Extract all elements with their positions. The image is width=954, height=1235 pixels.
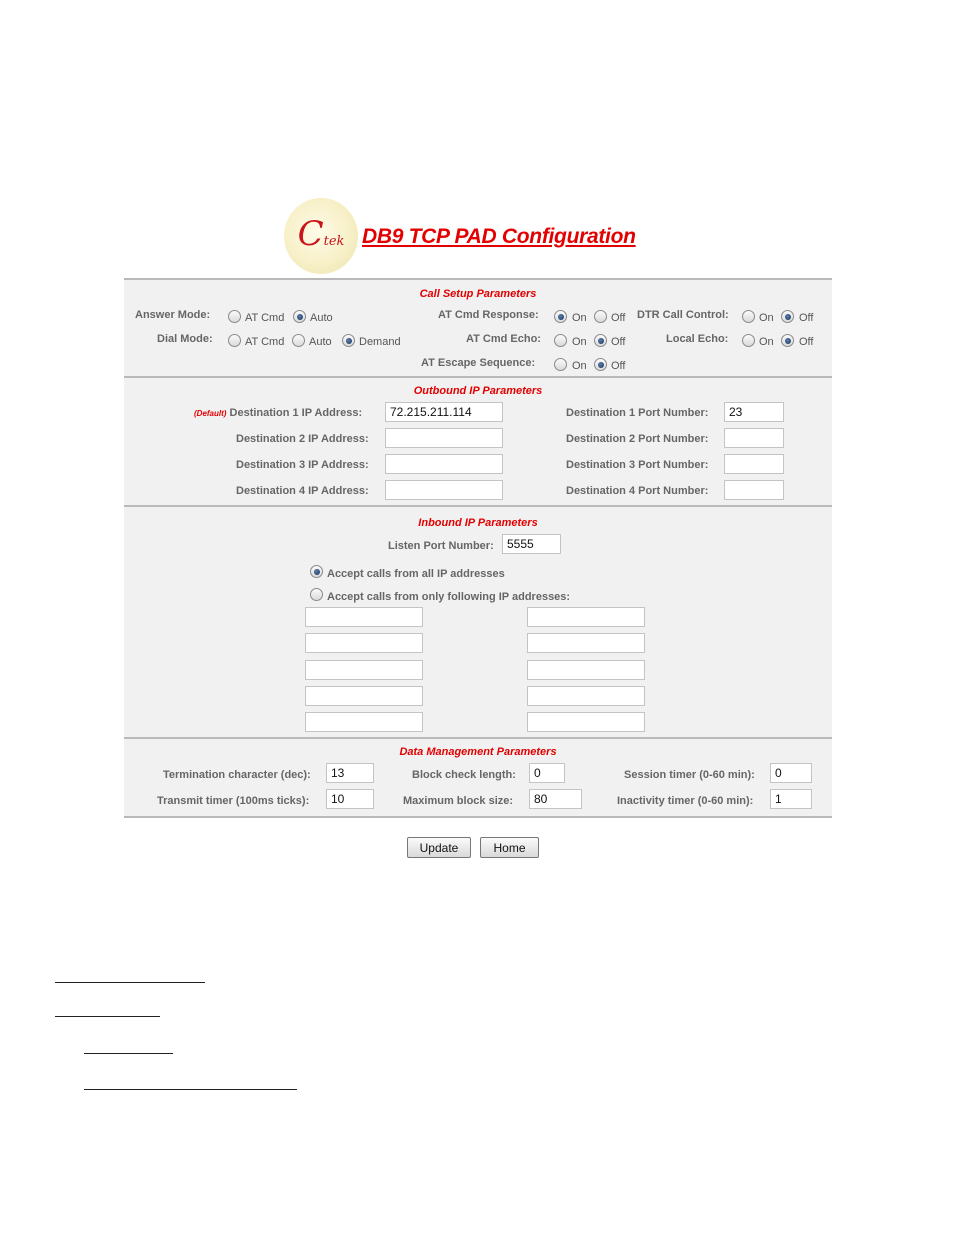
page-title: DB9 TCP PAD Configuration bbox=[362, 225, 636, 248]
at-cmd-echo-off-radio[interactable] bbox=[594, 334, 607, 347]
default-tag: (Default) bbox=[194, 409, 227, 418]
allowed-ip-input-8[interactable] bbox=[527, 686, 645, 706]
answer-mode-auto-label: Auto bbox=[310, 312, 333, 324]
session-timer-label: Session timer (0-60 min): bbox=[624, 769, 755, 781]
at-cmd-response-on-radio[interactable] bbox=[554, 310, 567, 323]
dial-mode-demand-radio[interactable] bbox=[342, 334, 355, 347]
inactivity-timer-label: Inactivity timer (0-60 min): bbox=[617, 795, 754, 807]
at-cmd-response-on-label: On bbox=[572, 312, 587, 324]
dial-mode-demand-label: Demand bbox=[359, 336, 401, 348]
session-timer-input[interactable] bbox=[770, 763, 812, 783]
allowed-ip-input-5[interactable] bbox=[305, 660, 423, 680]
answer-mode-label: Answer Mode: bbox=[135, 309, 211, 321]
update-button[interactable]: Update bbox=[407, 837, 471, 858]
at-cmd-echo-on-label: On bbox=[572, 336, 587, 348]
dest2-port-input[interactable] bbox=[724, 428, 784, 448]
dial-mode-label: Dial Mode: bbox=[157, 333, 213, 345]
at-escape-off-label: Off bbox=[611, 360, 626, 372]
home-button[interactable]: Home bbox=[480, 837, 539, 858]
accept-following-radio[interactable] bbox=[310, 588, 323, 601]
dtr-off-label: Off bbox=[799, 312, 814, 324]
termination-char-label: Termination character (dec): bbox=[163, 769, 311, 781]
outbound-panel bbox=[124, 376, 832, 507]
dial-mode-auto-radio[interactable] bbox=[292, 334, 305, 347]
at-cmd-echo-off-label: Off bbox=[611, 336, 626, 348]
dest4-port-label: Destination 4 Port Number: bbox=[566, 485, 709, 497]
dest2-ip-input[interactable] bbox=[385, 428, 503, 448]
at-escape-sequence-label: AT Escape Sequence: bbox=[421, 357, 536, 369]
accept-all-label: Accept calls from all IP addresses bbox=[327, 568, 505, 580]
dest3-port-input[interactable] bbox=[724, 454, 784, 474]
allowed-ip-input-9[interactable] bbox=[305, 712, 423, 732]
local-echo-label: Local Echo: bbox=[666, 333, 729, 345]
dest3-ip-input[interactable] bbox=[385, 454, 503, 474]
underline-rule-2 bbox=[55, 1016, 160, 1017]
at-cmd-echo-on-radio[interactable] bbox=[554, 334, 567, 347]
at-cmd-response-off-label: Off bbox=[611, 312, 626, 324]
call-setup-title: Call Setup Parameters bbox=[419, 288, 537, 300]
local-echo-on-label: On bbox=[759, 336, 774, 348]
answer-mode-auto-radio[interactable] bbox=[293, 310, 306, 323]
outbound-title: Outbound IP Parameters bbox=[413, 385, 543, 397]
transmit-timer-input[interactable] bbox=[326, 789, 374, 809]
underline-rule-1 bbox=[55, 982, 205, 983]
allowed-ip-input-7[interactable] bbox=[305, 686, 423, 706]
dial-mode-auto-label: Auto bbox=[309, 336, 332, 348]
dest2-port-label: Destination 2 Port Number: bbox=[566, 433, 709, 445]
dest4-port-input[interactable] bbox=[724, 480, 784, 500]
dest4-ip-label: Destination 4 IP Address: bbox=[236, 485, 369, 497]
inbound-panel bbox=[124, 505, 832, 739]
dial-mode-atcmd-radio[interactable] bbox=[228, 334, 241, 347]
dest1-port-label: Destination 1 Port Number: bbox=[566, 407, 709, 419]
dtr-off-radio[interactable] bbox=[781, 310, 794, 323]
allowed-ip-input-6[interactable] bbox=[527, 660, 645, 680]
at-escape-off-radio[interactable] bbox=[594, 358, 607, 371]
allowed-ip-input-2[interactable] bbox=[527, 607, 645, 627]
at-cmd-echo-label: AT Cmd Echo: bbox=[466, 333, 541, 345]
dtr-on-radio[interactable] bbox=[742, 310, 755, 323]
at-cmd-response-off-radio[interactable] bbox=[594, 310, 607, 323]
logo-text: Ctek bbox=[297, 214, 345, 254]
local-echo-off-radio[interactable] bbox=[781, 334, 794, 347]
accept-following-label: Accept calls from only following IP addresses: bbox=[327, 591, 571, 603]
at-escape-on-radio[interactable] bbox=[554, 358, 567, 371]
block-check-length-label: Block check length: bbox=[412, 769, 516, 781]
dest3-ip-label: Destination 3 IP Address: bbox=[236, 459, 369, 471]
dest4-ip-input[interactable] bbox=[385, 480, 503, 500]
dest1-ip-input[interactable] bbox=[385, 402, 503, 422]
allowed-ip-input-1[interactable] bbox=[305, 607, 423, 627]
inbound-title: Inbound IP Parameters bbox=[418, 517, 538, 529]
accept-all-radio[interactable] bbox=[310, 565, 323, 578]
dest2-ip-label: Destination 2 IP Address: bbox=[236, 433, 369, 445]
local-echo-on-radio[interactable] bbox=[742, 334, 755, 347]
local-echo-off-label: Off bbox=[799, 336, 814, 348]
outbound-row-1 bbox=[194, 407, 362, 419]
at-escape-on-label: On bbox=[572, 360, 587, 372]
dest1-ip-label: Destination 1 IP Address: bbox=[229, 407, 363, 419]
dtr-call-control-label: DTR Call Control: bbox=[637, 309, 729, 321]
data-management-panel bbox=[124, 737, 832, 818]
max-block-size-label: Maximum block size: bbox=[403, 795, 514, 807]
listen-port-input[interactable] bbox=[502, 534, 561, 554]
allowed-ip-input-4[interactable] bbox=[527, 633, 645, 653]
block-check-length-input[interactable] bbox=[529, 763, 565, 783]
inactivity-timer-input[interactable] bbox=[770, 789, 812, 809]
listen-port-label: Listen Port Number: bbox=[388, 540, 494, 552]
dtr-on-label: On bbox=[759, 312, 774, 324]
underline-rule-4 bbox=[84, 1089, 297, 1090]
transmit-timer-label: Transmit timer (100ms ticks): bbox=[157, 795, 310, 807]
underline-rule-3 bbox=[84, 1053, 173, 1054]
at-cmd-response-label: AT Cmd Response: bbox=[438, 309, 539, 321]
dest1-port-input[interactable] bbox=[724, 402, 784, 422]
allowed-ip-input-10[interactable] bbox=[527, 712, 645, 732]
termination-char-input[interactable] bbox=[326, 763, 374, 783]
dest3-port-label: Destination 3 Port Number: bbox=[566, 459, 709, 471]
allowed-ip-input-3[interactable] bbox=[305, 633, 423, 653]
max-block-size-input[interactable] bbox=[529, 789, 582, 809]
dial-mode-atcmd-label: AT Cmd bbox=[245, 336, 285, 348]
answer-mode-atcmd-radio[interactable] bbox=[228, 310, 241, 323]
answer-mode-atcmd-label: AT Cmd bbox=[245, 312, 285, 324]
data-management-title: Data Management Parameters bbox=[399, 746, 557, 758]
call-setup-panel bbox=[124, 278, 832, 378]
ctek-logo bbox=[284, 198, 358, 274]
